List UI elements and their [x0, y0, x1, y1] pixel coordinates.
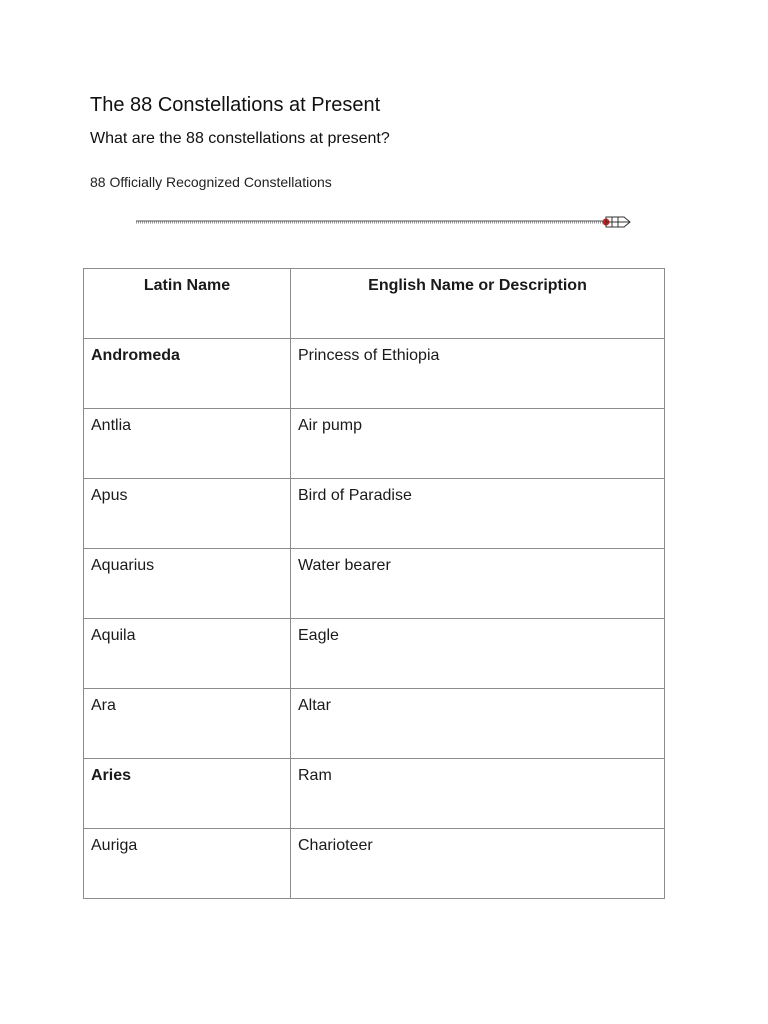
- english-name-cell: Water bearer: [291, 549, 665, 619]
- latin-name-cell: Ara: [84, 689, 291, 759]
- table-body: [84, 339, 665, 899]
- table-row: [84, 829, 665, 899]
- table-row: [84, 549, 665, 619]
- table-row: [84, 409, 665, 479]
- page-subtitle: What are the 88 constellations at present?: [90, 130, 390, 147]
- arrow-icon: [134, 212, 634, 232]
- latin-name-cell: Apus: [84, 479, 291, 549]
- table-header-row: [84, 269, 665, 339]
- table-row: [84, 759, 665, 829]
- english-name-cell: Princess of Ethiopia: [291, 339, 665, 409]
- table-row: [84, 339, 665, 409]
- header-latin-name: Latin Name: [84, 269, 291, 339]
- english-name-cell: Bird of Paradise: [291, 479, 665, 549]
- latin-name-cell: Aries: [84, 759, 291, 829]
- english-name-cell: Charioteer: [291, 829, 665, 899]
- latin-name-cell: Andromeda: [84, 339, 291, 409]
- english-name-cell: Air pump: [291, 409, 665, 479]
- english-name-cell: Eagle: [291, 619, 665, 689]
- english-name-cell: Ram: [291, 759, 665, 829]
- table-row: [84, 619, 665, 689]
- english-name-cell: Altar: [291, 689, 665, 759]
- constellations-table: [83, 268, 665, 899]
- page-title: The 88 Constellations at Present: [90, 94, 381, 116]
- page-caption: 88 Officially Recognized Constellations: [90, 174, 332, 190]
- table-row: [84, 689, 665, 759]
- latin-name-cell: Auriga: [84, 829, 291, 899]
- header-english-name: English Name or Description: [291, 269, 665, 339]
- latin-name-cell: Antlia: [84, 409, 291, 479]
- latin-name-cell: Aquila: [84, 619, 291, 689]
- table-row: [84, 479, 665, 549]
- latin-name-cell: Aquarius: [84, 549, 291, 619]
